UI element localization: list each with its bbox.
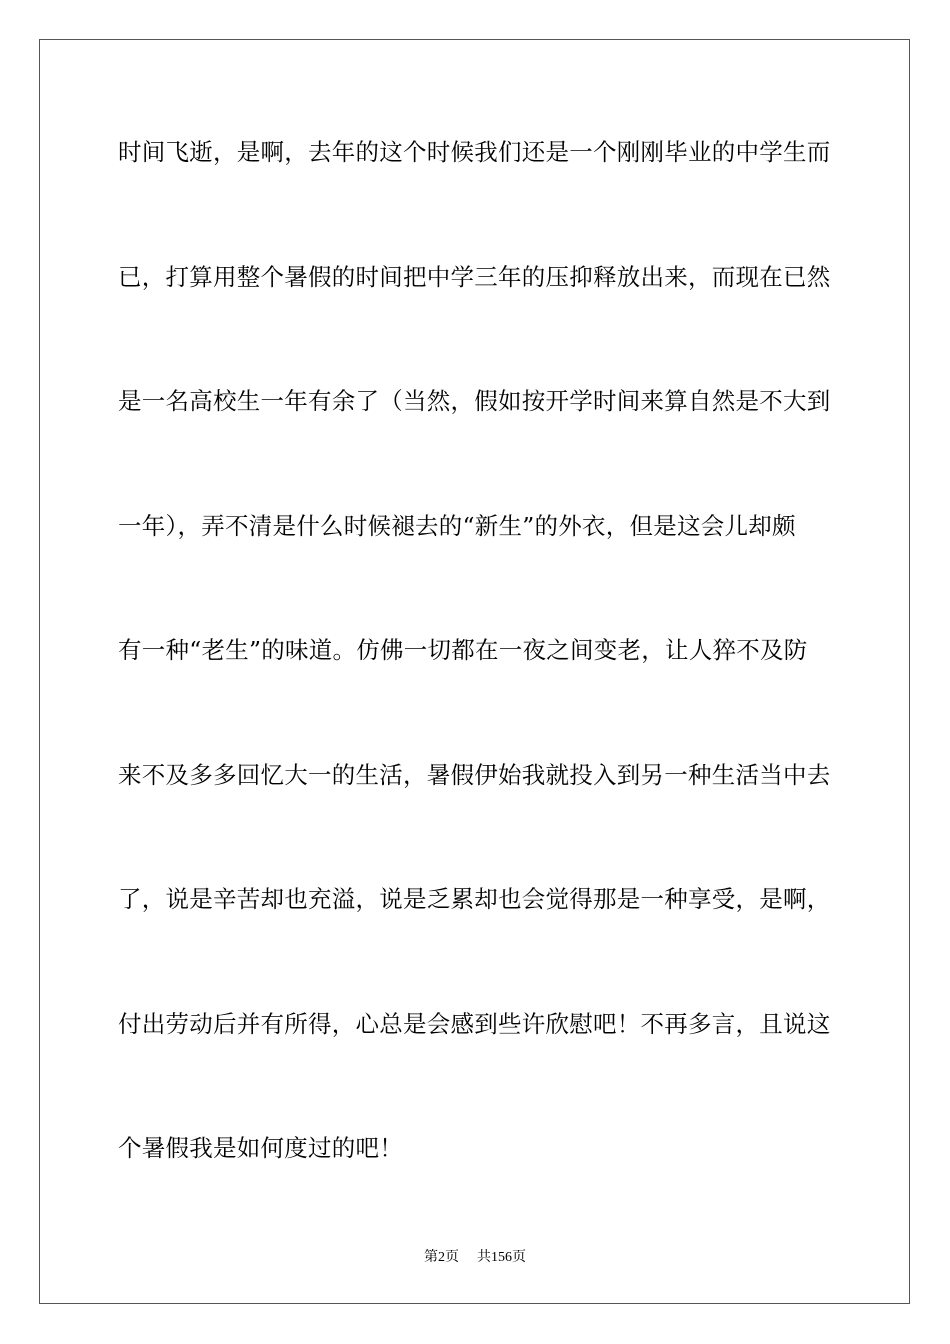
total-suffix: 页 (512, 1249, 526, 1265)
text-line-5: 有一种“老生”的味道。仿佛一切都在一夜之间变老，让人猝不及防 (118, 636, 808, 664)
text-line-8: 付出劳动后并有所得，心总是会感到些许欣慰吧！不再多言，且说这 (118, 1009, 831, 1038)
document-body (118, 118, 832, 1239)
text-line-3: 是一名高校生一年有余了（当然，假如按开学时间来算自然是不大到 (118, 387, 831, 415)
text-line-2: 已，打算用整个暑假的时间把中学三年的压抑释放出来，而现在已然 (118, 262, 831, 291)
total-pages: 156 (491, 1250, 512, 1265)
page-number: 2 (438, 1250, 445, 1265)
text-line-7: 了，说是辛苦却也充溢，说是乏累却也会觉得那是一种享受，是啊， (118, 885, 831, 913)
text-line-4: 一年），弄不清是什么时候褪去的“新生”的外衣，但是这会儿却颇 (118, 511, 796, 540)
page-suffix: 页 (445, 1249, 459, 1265)
text-line-6: 来不及多多回忆大一的生活，暑假伊始我就投入到另一种生活当中去 (118, 760, 831, 789)
text-line-1: 时间飞逝，是啊，去年的这个时候我们还是一个刚刚毕业的中学生而 (118, 138, 831, 166)
text-line-9: 个暑假我是如何度过的吧！ (118, 1134, 403, 1162)
page-prefix: 第 (424, 1249, 438, 1265)
page-footer (0, 1248, 950, 1267)
total-prefix: 共 (477, 1249, 491, 1265)
